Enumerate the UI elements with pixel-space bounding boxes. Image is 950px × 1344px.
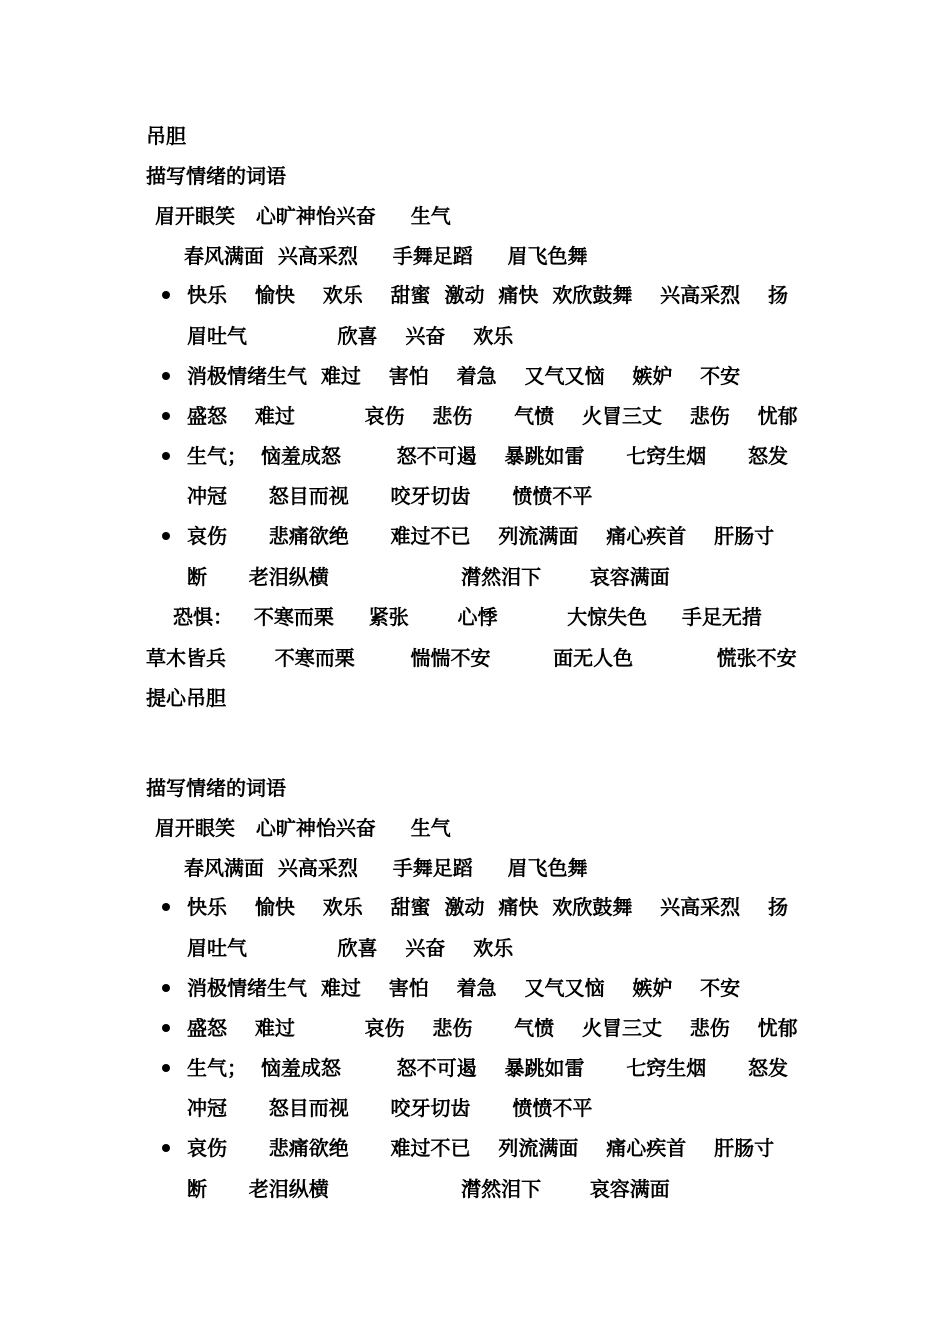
bullet-icon [162,1024,170,1032]
list-item: 盛怒 难过 哀伤 悲伤 气愤 火冒三丈 悲伤 忧郁 [187,404,798,428]
bullet-icon [162,1144,170,1152]
word-line: 眉开眼笑 心旷神怡兴奋 生气 [155,816,451,840]
bullet-icon [162,903,170,911]
list-item-continuation: 眉吐气 欣喜 兴奋 欢乐 [187,936,514,960]
bullet-icon [162,532,170,540]
list-item: 生气； 恼羞成怒 怒不可遏 暴跳如雷 七窍生烟 怒发 [187,444,789,468]
word-line: 眉开眼笑 心旷神怡兴奋 生气 [155,204,451,228]
bullet-icon [162,372,170,380]
bullet-icon [162,412,170,420]
bullet-icon [162,452,170,460]
list-item-continuation: 冲冠 怒目而视 咬牙切齿 愤愤不平 [187,484,593,508]
list-item-continuation: 眉吐气 欣喜 兴奋 欢乐 [187,324,514,348]
word-line: 春风满面 兴高采烈 手舞足蹈 眉飞色舞 [184,856,588,880]
list-item: 消极情绪生气 难过 害怕 着急 又气又恼 嫉妒 不安 [187,976,741,1000]
word-line: 恐惧： 不寒而栗 紧张 心悸 大惊失色 手足无措 [173,605,762,629]
list-item-continuation: 断 老泪纵横 潸然泪下 哀容满面 [187,565,670,589]
word-line: 春风满面 兴高采烈 手舞足蹈 眉飞色舞 [184,244,588,268]
list-item: 快乐 愉快 欢乐 甜蜜 激动 痛快 欢欣鼓舞 兴高采烈 扬 [187,283,789,307]
section-heading: 描写情绪的词语 [146,164,286,188]
fragment-line: 吊胆 [146,124,186,148]
bullet-icon [162,1064,170,1072]
word-line: 草木皆兵 不寒而栗 惴惴不安 面无人色 慌张不安 [146,646,797,670]
list-item: 哀伤 悲痛欲绝 难过不已 列流满面 痛心疾首 肝肠寸 [187,524,775,548]
list-item: 快乐 愉快 欢乐 甜蜜 激动 痛快 欢欣鼓舞 兴高采烈 扬 [187,895,789,919]
list-item: 消极情绪生气 难过 害怕 着急 又气又恼 嫉妒 不安 [187,364,741,388]
word-line: 提心吊胆 [146,686,226,710]
list-item-continuation: 冲冠 怒目而视 咬牙切齿 愤愤不平 [187,1096,593,1120]
bullet-icon [162,291,170,299]
section-heading: 描写情绪的词语 [146,776,286,800]
list-item: 哀伤 悲痛欲绝 难过不已 列流满面 痛心疾首 肝肠寸 [187,1136,775,1160]
bullet-icon [162,984,170,992]
list-item: 盛怒 难过 哀伤 悲伤 气愤 火冒三丈 悲伤 忧郁 [187,1016,798,1040]
list-item: 生气； 恼羞成怒 怒不可遏 暴跳如雷 七窍生烟 怒发 [187,1056,789,1080]
list-item-continuation: 断 老泪纵横 潸然泪下 哀容满面 [187,1177,670,1201]
